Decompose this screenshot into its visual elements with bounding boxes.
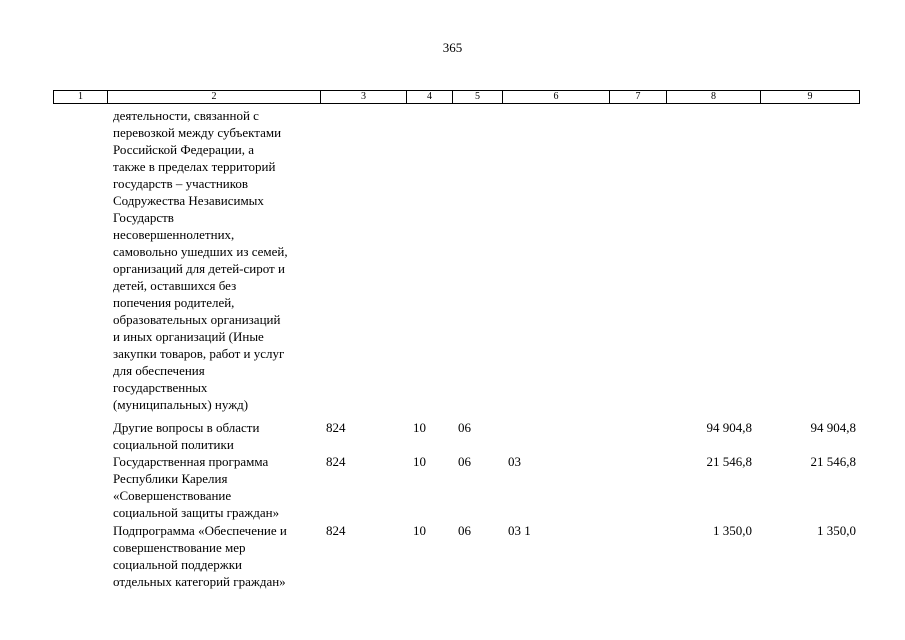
row-description-line: «Совершенствование	[113, 488, 232, 503]
amount-col-9: 21 546,8	[810, 454, 856, 469]
description-line: несовершеннолетних,	[113, 227, 235, 242]
row-description-line: совершенствование мер	[113, 540, 246, 555]
subsection-code: 06	[458, 523, 471, 538]
header-col-6: 6	[503, 91, 610, 103]
section-code: 10	[413, 454, 426, 469]
ministry-code: 824	[326, 454, 346, 469]
header-col-7: 7	[610, 91, 667, 103]
header-col-5: 5	[453, 91, 503, 103]
header-col-3: 3	[321, 91, 407, 103]
row-description-line: Другие вопросы в области	[113, 420, 260, 435]
page-number: 365	[442, 40, 463, 55]
description-line: для обеспечения	[113, 363, 205, 378]
amount-col-9: 94 904,8	[810, 420, 856, 435]
header-col-4: 4	[407, 91, 453, 103]
row-description-line: Государственная программа	[113, 454, 269, 469]
description-line: Содружества Независимых	[113, 193, 264, 208]
row-description-line: социальной защиты граждан»	[113, 505, 280, 520]
description-line: государств – участников	[113, 176, 249, 191]
description-line: перевозкой между субъектами	[113, 125, 282, 140]
description-line: также в пределах территорий	[113, 159, 276, 174]
header-col-9: 9	[807, 91, 813, 102]
description-line: закупки товаров, работ и услуг	[113, 346, 285, 361]
row-description-line: социальной поддержки	[113, 557, 242, 572]
subsection-code: 06	[458, 454, 471, 469]
amount-col-8: 94 904,8	[706, 420, 752, 435]
row-description-line: Подпрограмма «Обеспечение и	[113, 523, 287, 538]
description-line: деятельности, связанной с	[113, 108, 259, 123]
description-line: государственных	[113, 380, 208, 395]
section-code: 10	[413, 420, 426, 435]
header-col-2: 2	[108, 91, 321, 103]
description-line: Российской Федерации, а	[113, 142, 254, 157]
description-line: и иных организаций (Иные	[113, 329, 264, 344]
subsection-code: 06	[458, 420, 471, 435]
table-header-row	[53, 90, 860, 104]
section-code: 10	[413, 523, 426, 538]
amount-col-9: 1 350,0	[817, 523, 856, 538]
row-description-line: отдельных категорий граждан»	[113, 574, 286, 589]
description-line: Государств	[113, 210, 174, 225]
header-col-1: 1	[54, 91, 108, 103]
target-article-code: 03 1	[508, 523, 531, 538]
amount-col-8: 21 546,8	[706, 454, 752, 469]
row-description-line: Республики Карелия	[113, 471, 228, 486]
ministry-code: 824	[326, 420, 346, 435]
header-col-8: 8	[667, 91, 761, 103]
description-line: (муниципальных) нужд)	[113, 397, 249, 412]
description-line: попечения родителей,	[113, 295, 235, 310]
description-line: самовольно ушедших из семей,	[113, 244, 288, 259]
description-line: детей, оставшихся без	[113, 278, 237, 293]
description-line: образовательных организаций	[113, 312, 281, 327]
row-description-line: социальной политики	[113, 437, 234, 452]
amount-col-8: 1 350,0	[713, 523, 752, 538]
description-line: организаций для детей-сирот и	[113, 261, 285, 276]
target-article-code: 03	[508, 454, 521, 469]
ministry-code: 824	[326, 523, 346, 538]
